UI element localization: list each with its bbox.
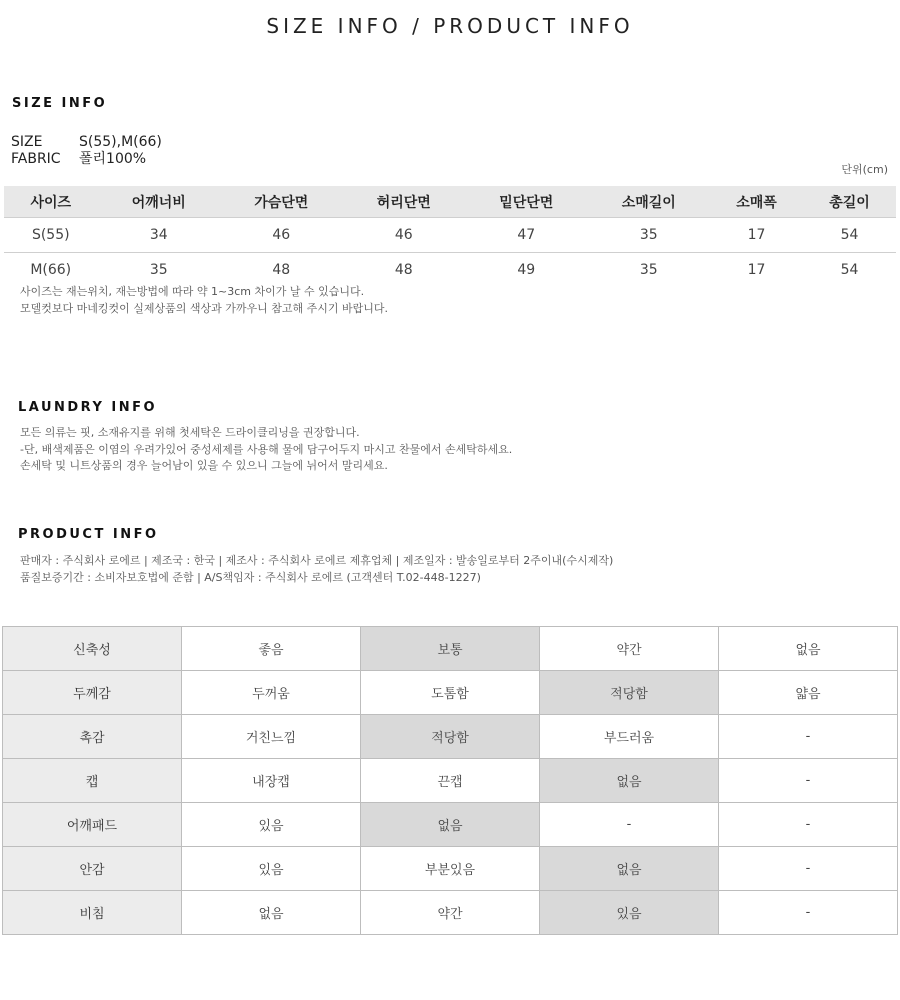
column-header: 가슴단면: [220, 186, 343, 218]
laundry-line: 손세탁 및 니트상품의 경우 늘어남이 있을 수 있으니 그늘에 뉘어서 말리세요.: [20, 459, 388, 472]
page-title: SIZE INFO / PRODUCT INFO: [266, 14, 634, 38]
fabric-value: 폴리100%: [79, 151, 147, 167]
property-label: 비침: [3, 891, 182, 935]
property-row: [3, 627, 898, 671]
column-header: 어깨너비: [98, 186, 221, 218]
property-option-selected: 없음: [540, 847, 719, 891]
property-option: 없음: [719, 627, 898, 671]
laundry-line: 모든 의류는 핏, 소재유지를 위해 첫세탁은 드라이클리닝을 권장합니다.: [20, 426, 360, 439]
laundry-notes: [20, 425, 512, 475]
laundry-line: -단, 배색제품은 이염의 우려가있어 중성세제를 사용해 물에 담구어두지 마시고 찬물에서 손세탁하세요.: [20, 442, 513, 456]
table-row: [4, 218, 896, 253]
fabric-spec-row: [11, 151, 162, 168]
property-option: 끈캡: [361, 759, 540, 803]
table-cell: 54: [803, 218, 896, 253]
table-cell: 48: [394, 262, 413, 278]
property-option: -: [719, 891, 898, 935]
property-option: 약간: [540, 627, 719, 671]
table-cell: 17: [710, 218, 803, 253]
product-line: 판매자 : 주식회사 로에르 | 제조국 : 한국 | 제조사 : 주식회사 로에르 제휴업체 | 제조일자 : 발송일로부터 2주이내(수시제작): [20, 554, 614, 567]
property-option-selected: 적당함: [540, 671, 719, 715]
property-option-selected: 있음: [540, 891, 719, 935]
property-row: [3, 891, 898, 935]
property-option-selected: 적당함: [361, 715, 540, 759]
size-info-heading: SIZE INFO: [12, 96, 108, 111]
property-option: 약간: [361, 891, 540, 935]
property-row: [3, 715, 898, 759]
property-label: 어깨패드: [3, 803, 182, 847]
size-key: SIZE: [11, 134, 43, 150]
property-option-selected: 없음: [540, 759, 719, 803]
size-value: S(55),M(66): [79, 134, 162, 150]
table-cell: 17: [747, 262, 766, 278]
note-line: 사이즈는 재는위치, 재는방법에 따라 약 1~3cm 차이가 날 수 있습니다.: [20, 285, 365, 298]
table-row: [4, 253, 896, 288]
property-row: [3, 759, 898, 803]
property-label: 안감: [3, 847, 182, 891]
laundry-info-heading: LAUNDRY INFO: [18, 400, 158, 415]
property-option: 거친느낌: [182, 715, 361, 759]
fabric-key: FABRIC: [11, 151, 61, 167]
property-option: 내장캡: [182, 759, 361, 803]
size-notes: [20, 284, 388, 317]
property-option: 두꺼움: [182, 671, 361, 715]
property-option: 없음: [182, 891, 361, 935]
table-cell: M(66): [30, 262, 72, 278]
property-row: [3, 671, 898, 715]
property-option: -: [719, 759, 898, 803]
column-header: 허리단면: [343, 186, 466, 218]
table-cell: 46: [220, 218, 343, 253]
property-option: 부드러움: [540, 715, 719, 759]
table-cell: 35: [588, 218, 711, 253]
property-option: 얇음: [719, 671, 898, 715]
table-cell: 47: [465, 218, 588, 253]
product-info-heading: PRODUCT INFO: [18, 527, 159, 542]
property-option: -: [719, 847, 898, 891]
property-label: 두께감: [3, 671, 182, 715]
spec-block: [11, 134, 162, 168]
property-label: 캡: [3, 759, 182, 803]
table-cell: 54: [840, 262, 859, 278]
table-cell: 35: [639, 262, 658, 278]
properties-table: [2, 626, 898, 935]
column-header: 소매길이: [588, 186, 711, 218]
product-notes: [20, 553, 613, 586]
size-table: [4, 186, 896, 287]
table-cell: 49: [517, 262, 536, 278]
property-option: 있음: [182, 847, 361, 891]
property-row: [3, 803, 898, 847]
column-header: 소매폭: [710, 186, 803, 218]
property-option: 도톰함: [361, 671, 540, 715]
property-option-selected: 보통: [361, 627, 540, 671]
table-cell: 46: [343, 218, 466, 253]
property-label: 촉감: [3, 715, 182, 759]
size-table-header: [4, 186, 896, 218]
table-cell: 35: [149, 262, 168, 278]
property-option: 부분있음: [361, 847, 540, 891]
property-option: -: [719, 803, 898, 847]
unit-label: 단위(cm): [841, 163, 888, 176]
property-label: 신축성: [3, 627, 182, 671]
note-line: 모델컷보다 마네킹컷이 실제상품의 색상과 가까우니 참고해 주시기 바랍니다.: [20, 301, 389, 315]
column-header: 밑단단면: [465, 186, 588, 218]
table-cell: 48: [272, 262, 291, 278]
table-cell: 34: [98, 218, 221, 253]
column-header: 총길이: [803, 186, 896, 218]
column-header: 사이즈: [4, 186, 98, 218]
table-cell: S(55): [4, 218, 98, 253]
property-option: 있음: [182, 803, 361, 847]
property-option: -: [719, 715, 898, 759]
property-row: [3, 847, 898, 891]
product-line: 품질보증기간 : 소비자보호법에 준함 | A/S책임자 : 주식회사 로에르 (고객센터 T.02-448-1227): [20, 570, 481, 584]
property-option-selected: 없음: [361, 803, 540, 847]
size-spec-row: [11, 134, 162, 151]
property-option: -: [540, 803, 719, 847]
property-option: 좋음: [182, 627, 361, 671]
